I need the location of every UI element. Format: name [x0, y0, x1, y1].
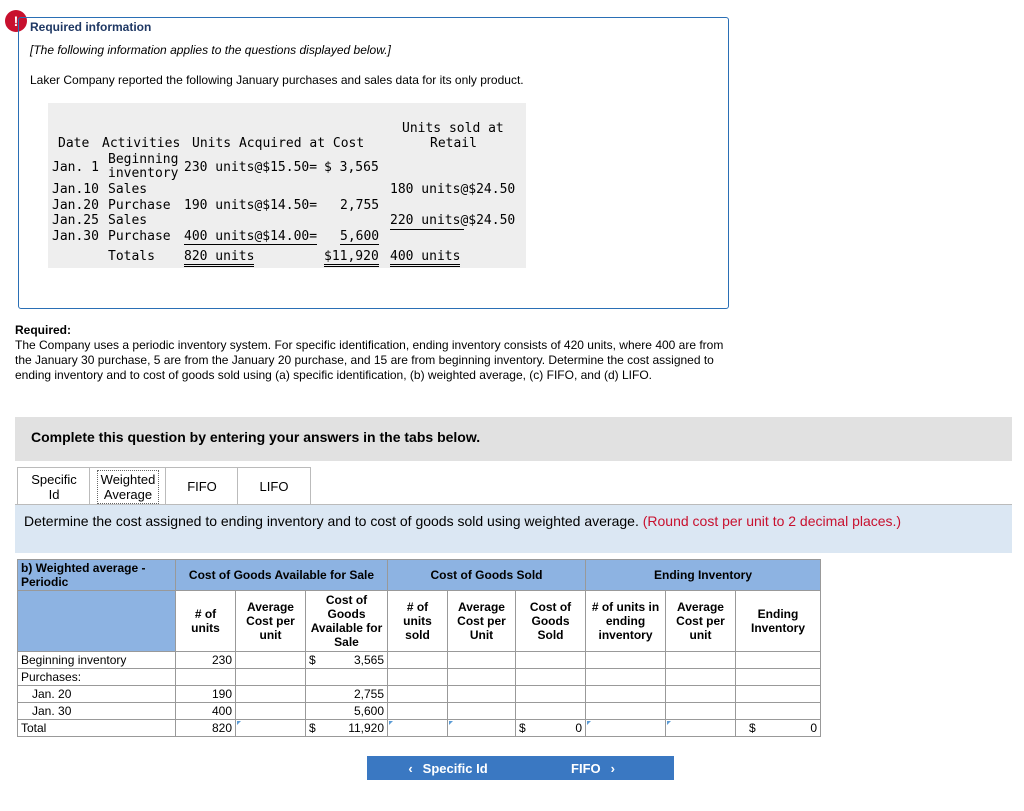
- row-date: Jan.30: [52, 229, 99, 244]
- table-row: [18, 703, 821, 720]
- cell-empty: [448, 669, 516, 686]
- sold-underline: [390, 229, 464, 230]
- prev-tab-button[interactable]: [367, 756, 529, 780]
- totals-sold: 400 units: [390, 249, 460, 267]
- label-header-empty: [18, 591, 176, 652]
- cell-empty: [516, 703, 586, 720]
- row-label: Jan. 20: [18, 686, 176, 703]
- row-label: Jan. 30: [18, 703, 176, 720]
- cell-cgas: [306, 652, 388, 669]
- cell-empty: [516, 686, 586, 703]
- cell-empty: [516, 652, 586, 669]
- tab-weighted-average[interactable]: [89, 467, 167, 506]
- group-cost-available: Cost of Goods Available for Sale: [176, 560, 388, 591]
- avg-cost-cogs-input[interactable]: [448, 720, 516, 737]
- row-label: Beginning inventory: [18, 652, 176, 669]
- row-activity: Sales: [108, 213, 148, 228]
- col-units-sold: # of units sold: [388, 591, 448, 652]
- col-avg-cost: Average Cost per unit: [236, 591, 306, 652]
- next-tab-label: FIFO: [571, 760, 601, 776]
- cell-units: 230: [176, 652, 236, 669]
- table-row-total: [18, 720, 821, 737]
- tab-label: FIFO: [187, 479, 217, 494]
- cell-empty: [666, 669, 736, 686]
- chevron-right-icon: ›: [610, 760, 615, 776]
- tab-label: Id: [48, 486, 60, 502]
- col-cgas: Cost of Goods Available for Sale: [306, 591, 388, 652]
- cell-empty: [666, 652, 736, 669]
- cell-value: 0: [575, 721, 582, 735]
- cell-empty: [306, 669, 388, 686]
- complete-bar-text: Complete this question by entering your answers in the tabs below.: [31, 429, 481, 445]
- row-sold: 180 units@$24.50: [390, 182, 516, 197]
- table-row: [18, 669, 821, 686]
- row-cost: 5,600: [340, 229, 380, 244]
- avg-cost-ending-input[interactable]: [666, 720, 736, 737]
- row-activity: Purchase: [108, 198, 171, 213]
- row-sold: 220 units@$24.50: [390, 213, 516, 228]
- tab-label: LIFO: [259, 479, 289, 494]
- currency-sign: $: [309, 721, 316, 735]
- required-text: The Company uses a periodic inventory system. For specific identification, ending inventory consists of 420 units, where 400 are from the January 30 purchase, 5 are from the January 20 purchase, and 15 are from beginning inventory. Determine the cost assigned to ending inventory and to cost of goods sold using (a) specific identification, (b) weighted average, (c) FIFO, and (d) LIFO.: [15, 338, 724, 382]
- cell-empty: [388, 652, 448, 669]
- cell-value: 0: [810, 721, 817, 735]
- group-cogs: Cost of Goods Sold: [388, 560, 586, 591]
- totals-cost: $11,920: [324, 249, 379, 267]
- cell-empty: [586, 703, 666, 720]
- cell-empty: [736, 669, 821, 686]
- tab-specific-id[interactable]: [17, 467, 91, 506]
- rounding-note: (Round cost per unit to 2 decimal places.): [642, 513, 902, 529]
- row-activity: Purchase: [108, 229, 171, 244]
- col-avg-cost-cogs: Average Cost per Unit: [448, 591, 516, 652]
- cell-empty: [448, 652, 516, 669]
- totals-units: 820 units: [184, 249, 254, 267]
- cell-empty: [236, 652, 306, 669]
- col-units: # of units: [176, 591, 236, 652]
- tab-label: Weighted: [100, 471, 156, 487]
- group-ending-inventory: Ending Inventory: [586, 560, 821, 591]
- cell-units: 190: [176, 686, 236, 703]
- next-tab-button[interactable]: [512, 756, 674, 780]
- row-date: Jan. 1: [52, 160, 99, 175]
- cell-empty: [236, 686, 306, 703]
- row-activity: Sales: [108, 182, 148, 197]
- required-label: Required:: [15, 323, 72, 337]
- cell-empty: [236, 703, 306, 720]
- table-row: [18, 652, 821, 669]
- row-label: Total: [18, 720, 176, 737]
- units-sold-input[interactable]: [388, 720, 448, 737]
- cell-empty: [388, 703, 448, 720]
- cell-value: 11,920: [348, 721, 384, 735]
- header-activities: Activities: [102, 136, 181, 151]
- cogs-total: [516, 720, 586, 737]
- cell-units: 820: [176, 720, 236, 737]
- row-cost: $ 3,565: [324, 160, 379, 175]
- header-units-sold: Units sold at: [402, 121, 504, 136]
- row-date: Jan.10: [52, 182, 99, 197]
- cell-empty: [516, 669, 586, 686]
- avg-cost-input[interactable]: [236, 720, 306, 737]
- instruction-text: Determine the cost assigned to ending inventory and to cost of goods sold using weighted average.: [24, 513, 639, 529]
- table-row: [18, 686, 821, 703]
- cell-cgas: [306, 720, 388, 737]
- row-acquired: 190 units@$14.50=: [184, 198, 318, 213]
- cell-value: 3,565: [353, 653, 384, 667]
- prev-tab-label: Specific Id: [422, 760, 488, 776]
- cell-empty: [388, 669, 448, 686]
- chevron-left-icon: ‹: [408, 760, 413, 776]
- header-retail: Retail: [430, 136, 477, 151]
- header-units-acquired: Units Acquired at Cost: [192, 136, 365, 151]
- currency-sign: $: [309, 653, 316, 667]
- tab-label: Average: [103, 486, 153, 502]
- col-avg-cost-ending: Average Cost per unit: [666, 591, 736, 652]
- row-activity: inventory: [108, 166, 179, 181]
- cell-empty: [666, 686, 736, 703]
- col-cogs: Cost of Goods Sold: [516, 591, 586, 652]
- cell-empty: [736, 703, 821, 720]
- cell-empty: [586, 652, 666, 669]
- cell-empty: [448, 703, 516, 720]
- required-section: [15, 323, 735, 383]
- row-date: Jan.20: [52, 198, 99, 213]
- cell-cgas: 2,755: [306, 686, 388, 703]
- cell-empty: [176, 669, 236, 686]
- row-label: Purchases:: [18, 669, 176, 686]
- alert-icon: !: [5, 10, 27, 32]
- complete-bar: [15, 417, 1012, 461]
- row-activity: Beginning: [108, 152, 179, 167]
- currency-sign: $: [519, 721, 526, 735]
- cell-empty: [666, 703, 736, 720]
- currency-sign: $: [749, 721, 756, 735]
- info-title: Required information: [30, 20, 152, 34]
- units-ending-input[interactable]: [586, 720, 666, 737]
- table-title: b) Weighted average - Periodic: [18, 560, 176, 591]
- cell-empty: [736, 686, 821, 703]
- cell-empty: [236, 669, 306, 686]
- cell-empty: [388, 686, 448, 703]
- tab-lifo[interactable]: [237, 467, 311, 506]
- row-acquired: 230 units@$15.50=: [184, 160, 318, 175]
- cell-cgas: 5,600: [306, 703, 388, 720]
- cell-empty: [586, 669, 666, 686]
- tab-label: Specific: [31, 471, 77, 487]
- ending-inventory-total: [736, 720, 821, 737]
- info-note: [The following information applies to the questions displayed below.]: [30, 43, 391, 57]
- col-units-ending: # of units in ending inventory: [586, 591, 666, 652]
- cell-units: 400: [176, 703, 236, 720]
- header-date: Date: [58, 136, 90, 151]
- tab-fifo[interactable]: [165, 467, 239, 506]
- info-intro: Laker Company reported the following January purchases and sales data for its only product.: [30, 73, 524, 87]
- cell-empty: [448, 686, 516, 703]
- row-cost: 2,755: [340, 198, 380, 213]
- cell-empty: [586, 686, 666, 703]
- col-ending-inventory: Ending Inventory: [736, 591, 821, 652]
- instruction-bar: [15, 505, 1012, 553]
- totals-label: Totals: [108, 249, 155, 264]
- row-acquired: 400 units@$14.00=: [184, 229, 318, 244]
- row-date: Jan.25: [52, 213, 99, 228]
- cell-empty: [736, 652, 821, 669]
- weighted-average-table: [17, 559, 821, 737]
